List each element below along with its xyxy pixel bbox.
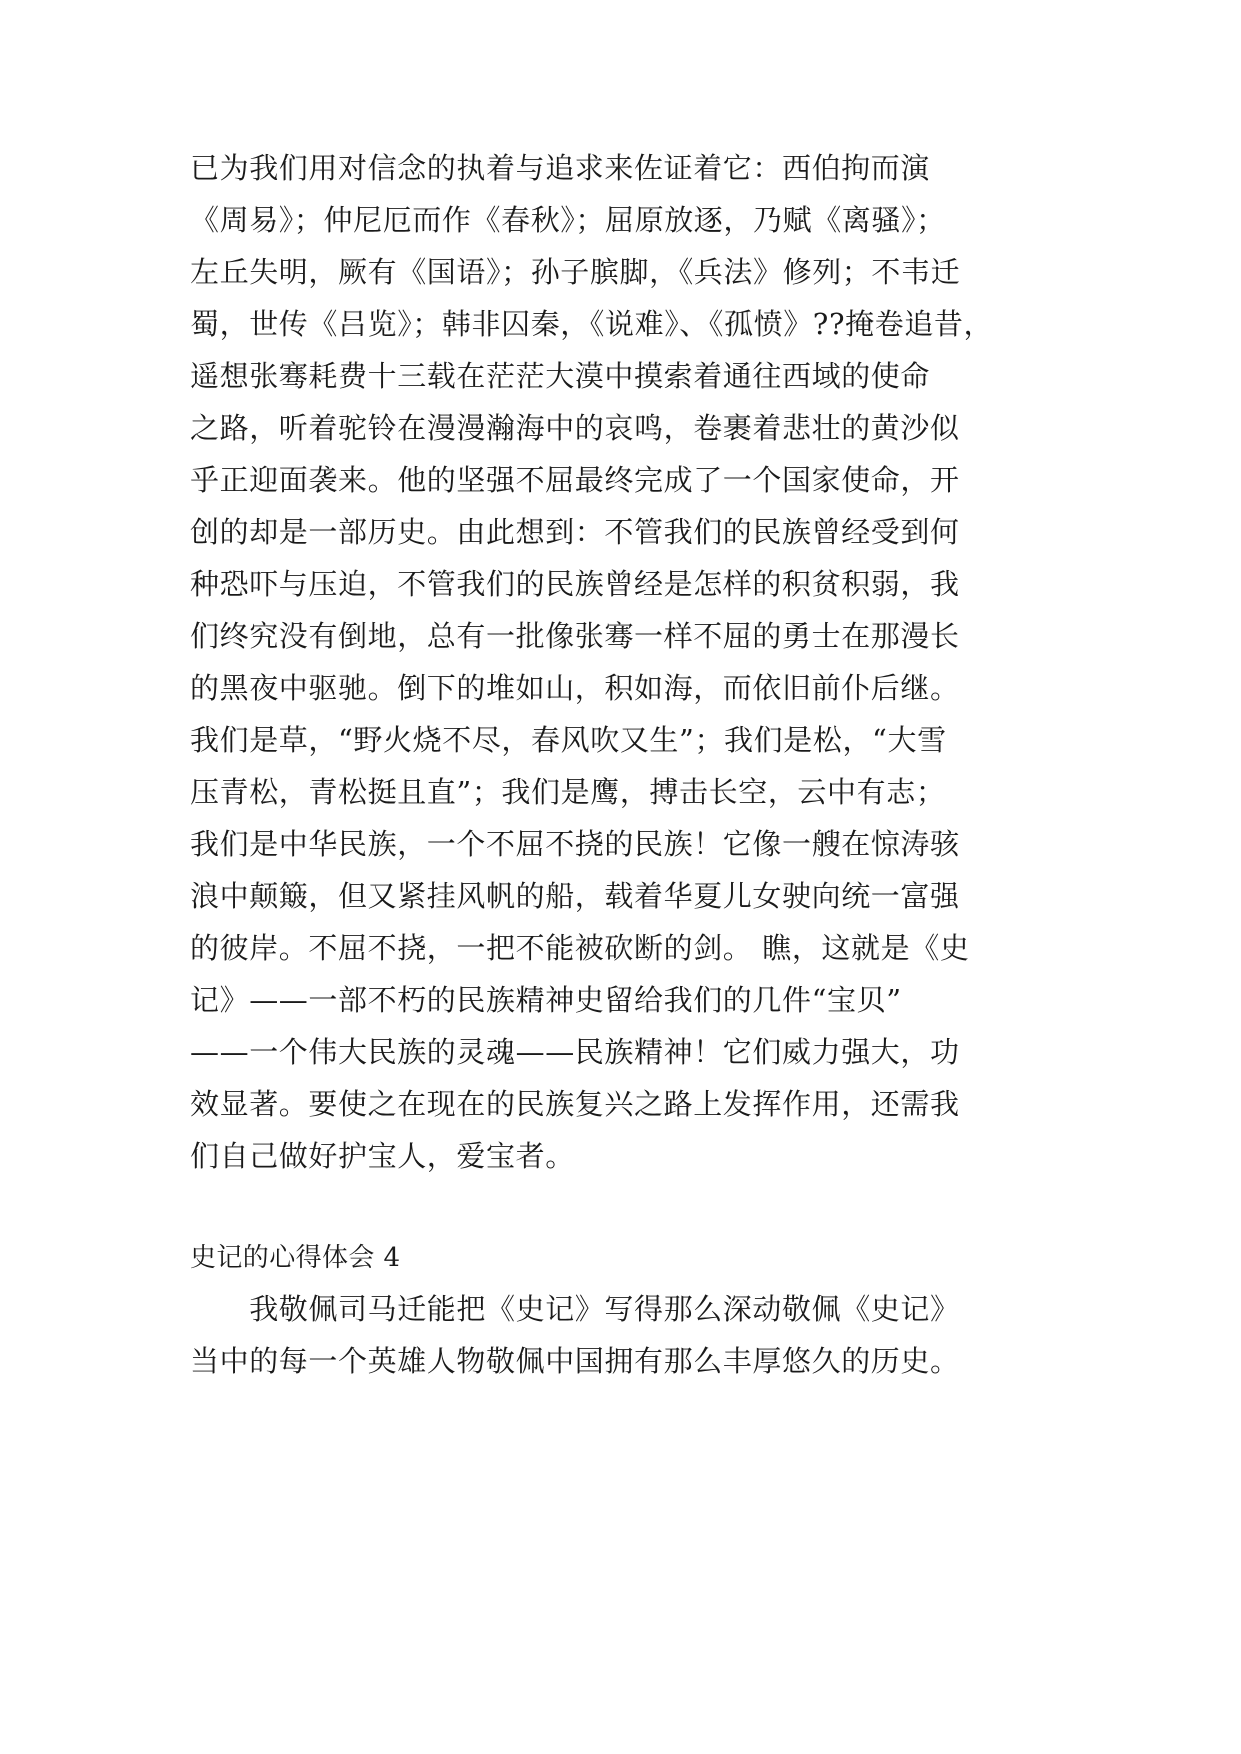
body-line: 之路，听着驼铃在漫漫瀚海中的哀鸣，卷裹着悲壮的黄沙似 [190, 411, 960, 445]
body-line: 浪中颠簸，但又紧挂风帆的船，载着华夏儿女驶向统一富强 [190, 879, 960, 913]
body-line: 的黑夜中驱驰。倒下的堆如山，积如海，而依旧前仆后继。 [190, 671, 960, 705]
body-line: 《周易》；仲尼厄而作《春秋》；屈原放逐，乃赋《离骚》； [190, 203, 946, 237]
body-line: 乎正迎面袭来。他的坚强不屈最终完成了一个国家使命，开 [190, 463, 960, 497]
body-line: 我们是中华民族，一个不屈不挠的民族！它像一艘在惊涛骇 [190, 827, 960, 861]
body-line: 创的却是一部历史。由此想到：不管我们的民族曾经受到何 [190, 515, 960, 549]
body-line: 们终究没有倒地，总有一批像张骞一样不屈的勇士在那漫长 [190, 619, 960, 653]
section-line: 我敬佩司马迁能把《史记》写得那么深动敬佩《史记》 [190, 1292, 960, 1326]
body-line: 已为我们用对信念的执着与追求来佐证着它：西伯拘而演 [190, 151, 931, 185]
body-line: 们自己做好护宝人，爱宝者。 [190, 1139, 575, 1173]
body-line: 记》——一部不朽的民族精神史留给我们的几件“宝贝” [190, 983, 902, 1017]
body-line: 种恐吓与压迫，不管我们的民族曾经是怎样的积贫积弱，我 [190, 567, 960, 601]
body-line: 遥想张骞耗费十三载在茫茫大漠中摸索着通往西域的使命 [190, 359, 931, 393]
section-line: 当中的每一个英雄人物敬佩中国拥有那么丰厚悠久的历史。 [190, 1344, 960, 1378]
body-line: ——一个伟大民族的灵魂——民族精神！它们威力强大，功 [190, 1035, 960, 1069]
section-heading: 史记的心得体会 4 [190, 1243, 401, 1273]
body-line: 左丘失明，厥有《国语》；孙子膑脚，《兵法》修列；不韦迁 [190, 255, 961, 289]
body-line: 效显著。要使之在现在的民族复兴之路上发挥作用，还需我 [190, 1087, 960, 1121]
body-line: 的彼岸。不屈不挠，一把不能被砍断的剑。 瞧，这就是《史 [190, 931, 970, 965]
body-line: 压青松，青松挺且直”；我们是鹰，搏击长空，云中有志； [190, 775, 946, 809]
body-line: 我们是草，“野火烧不尽，春风吹又生”；我们是松，“大雪 [190, 723, 947, 757]
body-line: 蜀，世传《吕览》；韩非囚秦，《说难》、《孤愤》??掩卷追昔， [190, 307, 994, 341]
